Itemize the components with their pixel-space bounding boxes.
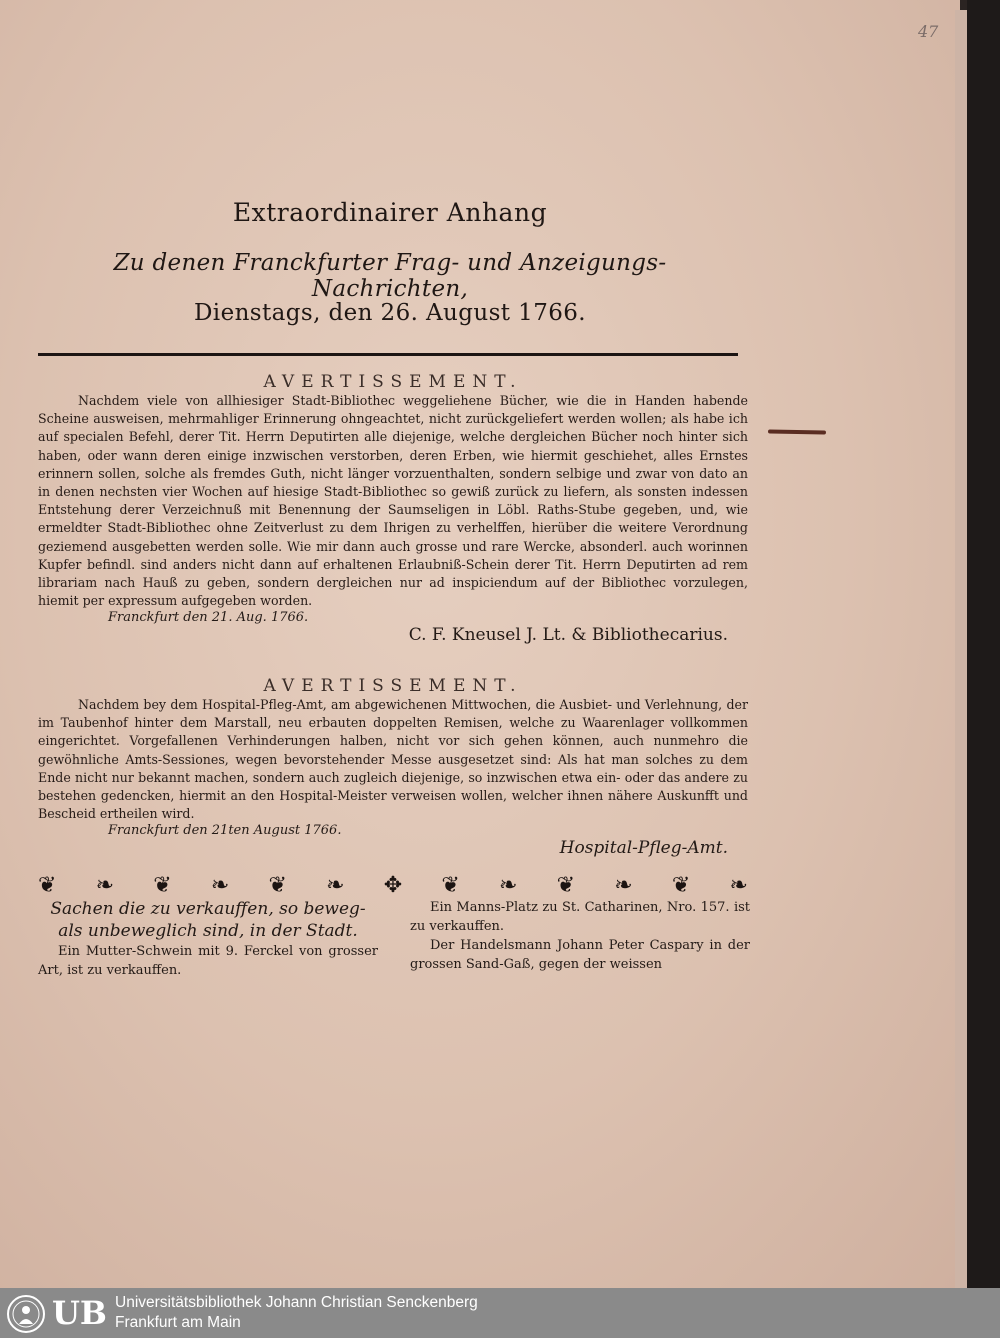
notice-heading: AVERTISSEMENT. [263,372,523,392]
column-right [410,898,750,974]
fleuron-icon: ❦ [441,872,460,898]
fleuron-icon: ❧ [499,872,518,898]
notice-hospital [38,676,748,858]
column-left [38,898,378,980]
notice-signature: Hospital-Pfleg-Amt. [559,838,728,859]
column-paragraph: Ein Mutter-Schwein mit 9. Ferckel von grosser Art, ist zu verkauffen. [38,944,378,978]
notice-heading: AVERTISSEMENT. [263,676,523,696]
notice-paragraph: Nachdem viele von allhiesiger Stadt-Bibliothec weggeliehene Bücher, wie die in Handen habende Scheine ausweisen, mehrmahliger Erinnerung ohngeachtet, nicht zurückgeliefert werden wollen; als habe ich auf specialen Befehl, derer Tit. Herrn Deputirten alle diejenige, welche dergleichen Bücher noch hinter sich haben, oder wann deren einige inzwischen verstorben, deren Erben, wie hiermit geschiehet, alles Ernstes erinnern sollen, solche als fremdes Guth, nicht länger vorzuenthalten, sondern selbige und zwar von dato an in denen nechsten vier Wochen auf hiesige Stadt-Bibliothec so gewiß zurück zu liefern, als sonsten indessen Entstehung derer Verzeichnuß mit Benennung der Saumseligen in Löbl. Raths-Stube gegeben, und, wie ermeldter Stadt-Bibliothec ohne Zeitverlust zu dem Ihrigen zu verhelffen, hierüber die weitere Verordnung geziemend ausgebetten werden solle. Wie mir dann auch grosse und rare Wercke, absonderl. auch worinnen Kupfer befindl. sind anders nicht dann auf erhaltenen Erlaubniß-Schein derer Tit. Herrn Deputirten ad rem librariam nach Hauß zu geben, sondern dergleichen nur ad inspiciendum auf der Bibliothec vorzulegen, hiemit per expressum aufgegeben worden. [38,393,748,609]
margin-ink-mark [768,429,826,434]
fleuron-icon: ✥ [383,872,403,898]
library-logo [0,1288,115,1338]
notice-dateline: Franckfurt den 21. Aug. 1766. [108,610,309,626]
column-paragraph: Der Handelsmann Johann Peter Caspary in der grossen Sand-Gaß, gegen der weissen [410,938,750,972]
footer-line-institution: Universitätsbibliothek Johann Christian Senckenberg [115,1294,478,1311]
fleuron-icon: ❧ [95,872,115,898]
column-body [410,898,750,974]
fleuron-icon: ❦ [268,872,287,898]
fleuron-icon: ❦ [556,872,576,898]
footer-line-location: Frankfurt am Main [115,1314,241,1331]
underlying-page-edge [955,10,967,1288]
fleuron-icon: ❦ [671,872,691,898]
seal-icon [6,1294,46,1334]
notice-library [38,372,748,645]
fleuron-icon: ❧ [729,872,748,898]
title-divider [38,353,738,356]
notice-paragraph: Nachdem bey dem Hospital-Pfleg-Amt, am abgewichenen Mittwochen, die Ausbiet- und Verlehnung, der im Taubenhof hinter dem Marstall, neu erbauten doppelten Remisen, welche zu Waarenlager vollkommen eingerichtet. Vorgefallenen Verhinderungen halben, nicht vor sich gehen können, auch nunmehro die gewöhnliche Amts-Sessiones, wegen bevorstehender Messe ausgesetzet sind: Als hat man solches zu dem Ende nicht nur bekannt machen, sondern auch zugleich diejenige, so inzwischen etwa ein- oder das andere zu bestehen gedencken, hiermit an den Hospital-Meister verweisen wollen, welcher ihnen nähere Auskunfft und Bescheid ertheilen wird. [38,697,748,822]
title-main: Extraordinairer Anhang [232,198,548,227]
column-paragraph: Ein Manns-Platz zu St. Catharinen, Nro. 157. ist zu verkauffen. [410,900,750,934]
title-date: Dienstags, den 26. August 1766. [193,300,587,326]
fleuron-icon: ❦ [153,872,172,898]
fleuron-icon: ❧ [614,872,633,898]
fleuron-icon: ❧ [210,872,230,898]
column-body [38,942,378,980]
title-subtitle: Zu denen Franckfurter Frag- und Anzeigungs-Nachrichten, [113,250,667,302]
fleuron-icon: ❦ [38,872,57,898]
column-heading: Sachen die zu verkauffen, so beweg- als unbeweglich sind, in der Stadt. [50,899,366,941]
notice-body [38,696,748,823]
notice-body [38,392,748,610]
notice-signature: C. F. Kneusel J. Lt. & Bibliothecarius. [408,625,728,646]
folio-number: 47 [918,22,939,41]
footer-text [115,1293,478,1333]
fleuron-icon: ❧ [326,872,345,898]
scan-background-strip [967,0,1000,1288]
footer-bar [0,1288,1000,1338]
ornament-border [38,872,748,898]
notice-dateline: Franckfurt den 21ten August 1766. [108,823,342,839]
logo-text: UB [52,1294,107,1332]
